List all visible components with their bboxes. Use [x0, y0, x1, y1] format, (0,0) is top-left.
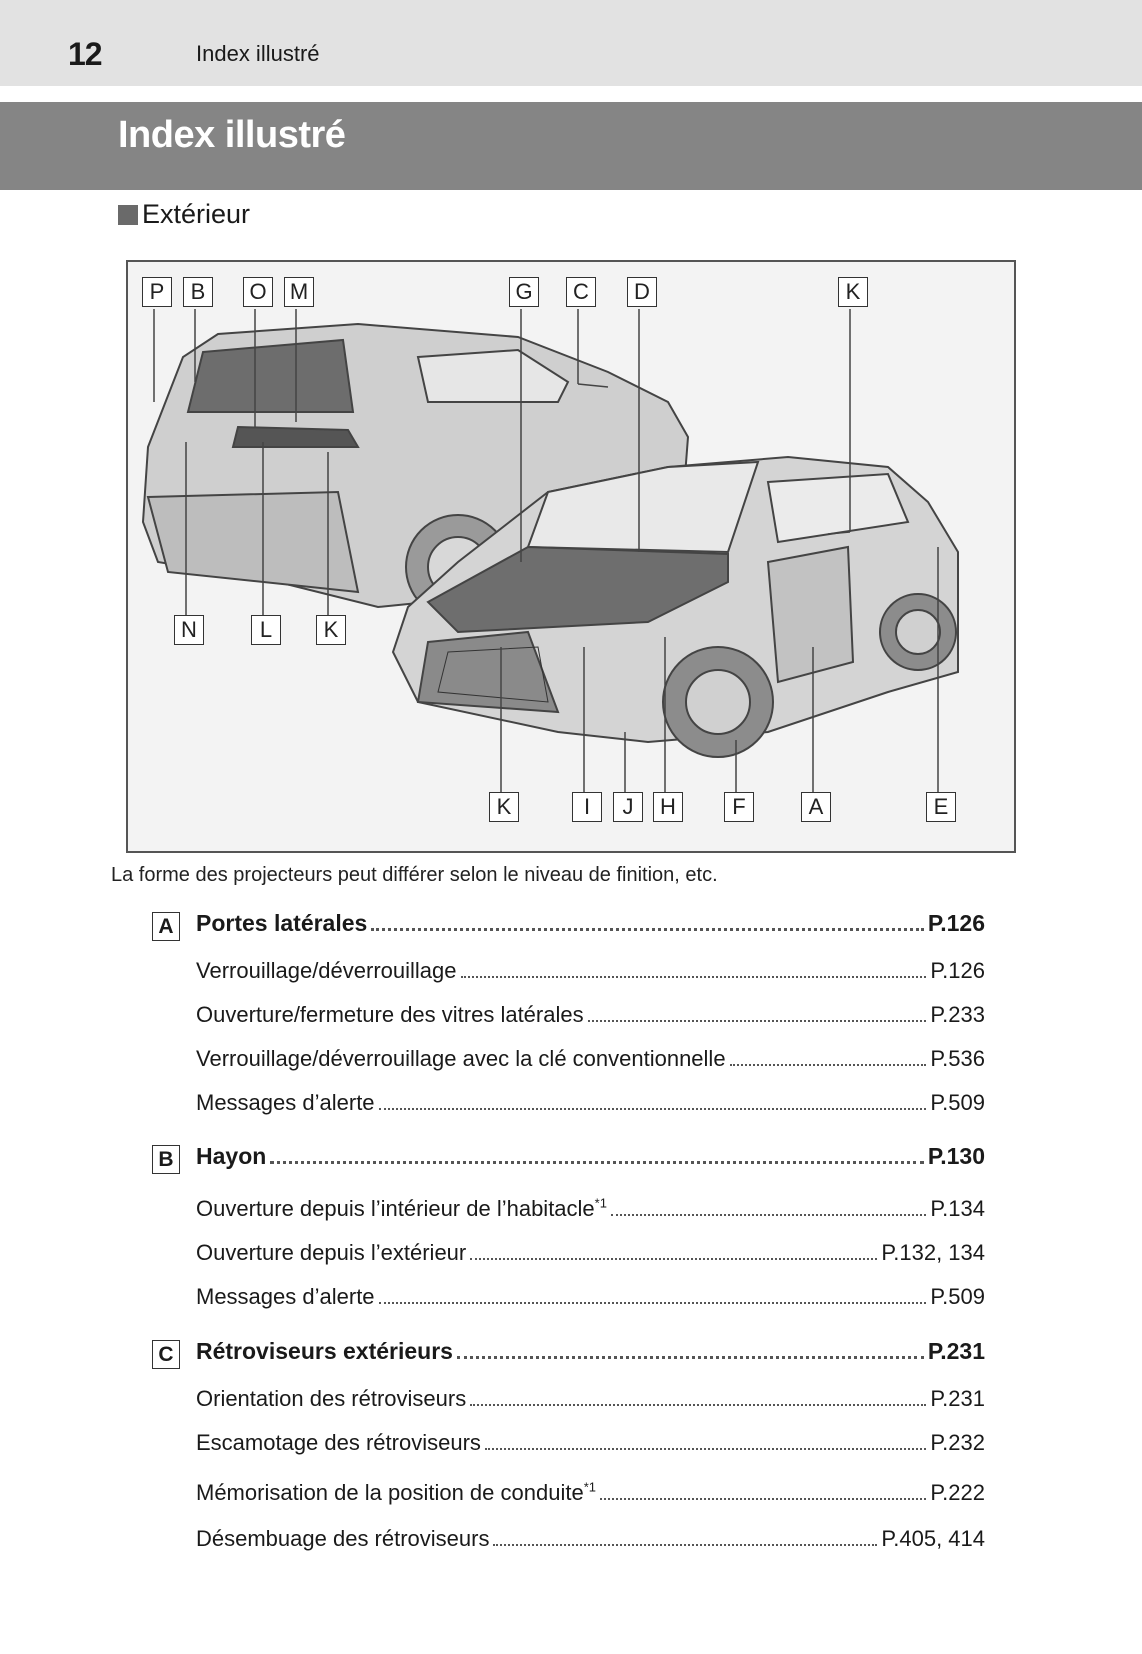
- page-number: 12: [68, 36, 102, 72]
- dot-leader: [493, 1544, 877, 1546]
- index-entry-main[interactable]: [196, 1338, 985, 1365]
- dot-leader: [371, 928, 924, 931]
- index-entry-sub[interactable]: [196, 958, 985, 984]
- callout-c: C: [566, 277, 596, 307]
- index-entry-sub[interactable]: [196, 1090, 985, 1116]
- callout-g: G: [509, 277, 539, 307]
- entry-page-ref[interactable]: P.233: [930, 1002, 985, 1027]
- section-marker-icon: [118, 205, 138, 225]
- index-entry-sub[interactable]: [196, 1002, 985, 1028]
- index-entry-sub[interactable]: [196, 1046, 985, 1072]
- dot-leader: [485, 1448, 926, 1450]
- dot-leader: [611, 1214, 926, 1216]
- entry-page-ref[interactable]: P.232: [930, 1430, 985, 1455]
- index-entry-main[interactable]: [196, 910, 985, 937]
- entry-label-text: Mémorisation de la position de conduite: [196, 1480, 584, 1505]
- entry-page-ref[interactable]: P.509: [930, 1090, 985, 1115]
- footnote-marker: *1: [583, 1479, 596, 1495]
- dot-leader: [457, 1356, 924, 1359]
- entry-page-ref[interactable]: P.231: [927, 1338, 985, 1364]
- dot-leader: [379, 1108, 927, 1110]
- entry-label: Messages d’alerte: [196, 1284, 375, 1309]
- page-title: Index illustré: [118, 114, 346, 156]
- callout-n: N: [174, 615, 204, 645]
- callout-p: P: [142, 277, 172, 307]
- section-heading: [118, 199, 250, 230]
- figure-caption: La forme des projecteurs peut différer selon le niveau de finition, etc.: [111, 864, 718, 886]
- group-letter-b: B: [152, 1145, 180, 1174]
- callout-i: I: [572, 792, 602, 822]
- callout-l: L: [251, 615, 281, 645]
- callout-j: J: [613, 792, 643, 822]
- dot-leader: [461, 976, 927, 978]
- entry-page-ref[interactable]: P.132, 134: [881, 1240, 985, 1265]
- entry-page-ref[interactable]: P.536: [930, 1046, 985, 1071]
- entry-page-ref[interactable]: P.134: [930, 1196, 985, 1221]
- index-entry-sub[interactable]: [196, 1386, 985, 1412]
- entry-page-ref[interactable]: P.130: [927, 1143, 985, 1169]
- callout-h: H: [653, 792, 683, 822]
- entry-page-ref[interactable]: P.126: [930, 958, 985, 983]
- section-heading-text: Extérieur: [142, 199, 251, 229]
- running-head: Index illustré: [196, 41, 320, 66]
- dot-leader: [379, 1302, 927, 1304]
- callout-m: M: [284, 277, 314, 307]
- index-entry-sub[interactable]: [196, 1430, 985, 1456]
- dot-leader: [588, 1020, 927, 1022]
- callout-d: D: [627, 277, 657, 307]
- index-entry-sub[interactable]: [196, 1196, 985, 1222]
- entry-label: [196, 1480, 596, 1506]
- callout-b: B: [183, 277, 213, 307]
- callout-a: A: [801, 792, 831, 822]
- dot-leader: [470, 1404, 926, 1406]
- entry-page-ref[interactable]: P.405, 414: [881, 1526, 985, 1551]
- running-header-bar: [0, 0, 1142, 86]
- entry-label: Hayon: [196, 1143, 267, 1169]
- callout-k-rear: K: [316, 615, 346, 645]
- entry-label: Escamotage des rétroviseurs: [196, 1430, 481, 1455]
- entry-page-ref[interactable]: P.222: [930, 1480, 985, 1505]
- index-entry-main[interactable]: [196, 1143, 985, 1170]
- dot-leader: [600, 1498, 926, 1500]
- callout-k-bottom: K: [489, 792, 519, 822]
- index-entry-sub[interactable]: [196, 1240, 985, 1266]
- entry-page-ref[interactable]: P.231: [930, 1386, 985, 1411]
- entry-label: Portes latérales: [196, 910, 368, 936]
- entry-page-ref[interactable]: P.126: [927, 910, 985, 936]
- index-entry-sub[interactable]: [196, 1526, 985, 1552]
- vehicle-drawing: [128, 262, 1014, 851]
- index-entry-sub[interactable]: [196, 1284, 985, 1310]
- entry-page-ref[interactable]: P.509: [930, 1284, 985, 1309]
- entry-label-text: Ouverture depuis l’intérieur de l’habitacle: [196, 1196, 595, 1221]
- footnote-marker: *1: [594, 1195, 607, 1211]
- entry-label: Désembuage des rétroviseurs: [196, 1526, 490, 1551]
- callout-o: O: [243, 277, 273, 307]
- entry-label: Orientation des rétroviseurs: [196, 1386, 467, 1411]
- group-letter-c: C: [152, 1340, 180, 1369]
- dot-leader: [270, 1161, 924, 1164]
- entry-label: Rétroviseurs extérieurs: [196, 1338, 453, 1364]
- entry-label: Verrouillage/déverrouillage avec la clé conventionnelle: [196, 1046, 726, 1071]
- entry-label: [196, 1196, 607, 1222]
- dot-leader: [470, 1258, 877, 1260]
- entry-label: Ouverture/fermeture des vitres latérales: [196, 1002, 584, 1027]
- dot-leader: [730, 1064, 927, 1066]
- callout-e: E: [926, 792, 956, 822]
- callout-f: F: [724, 792, 754, 822]
- entry-label: Verrouillage/déverrouillage: [196, 958, 457, 983]
- vehicle-exterior-illustration: [126, 260, 1016, 853]
- entry-label: Ouverture depuis l’extérieur: [196, 1240, 467, 1265]
- callout-k-top: K: [838, 277, 868, 307]
- group-letter-a: A: [152, 912, 180, 941]
- entry-label: Messages d’alerte: [196, 1090, 375, 1115]
- index-entry-sub[interactable]: [196, 1480, 985, 1506]
